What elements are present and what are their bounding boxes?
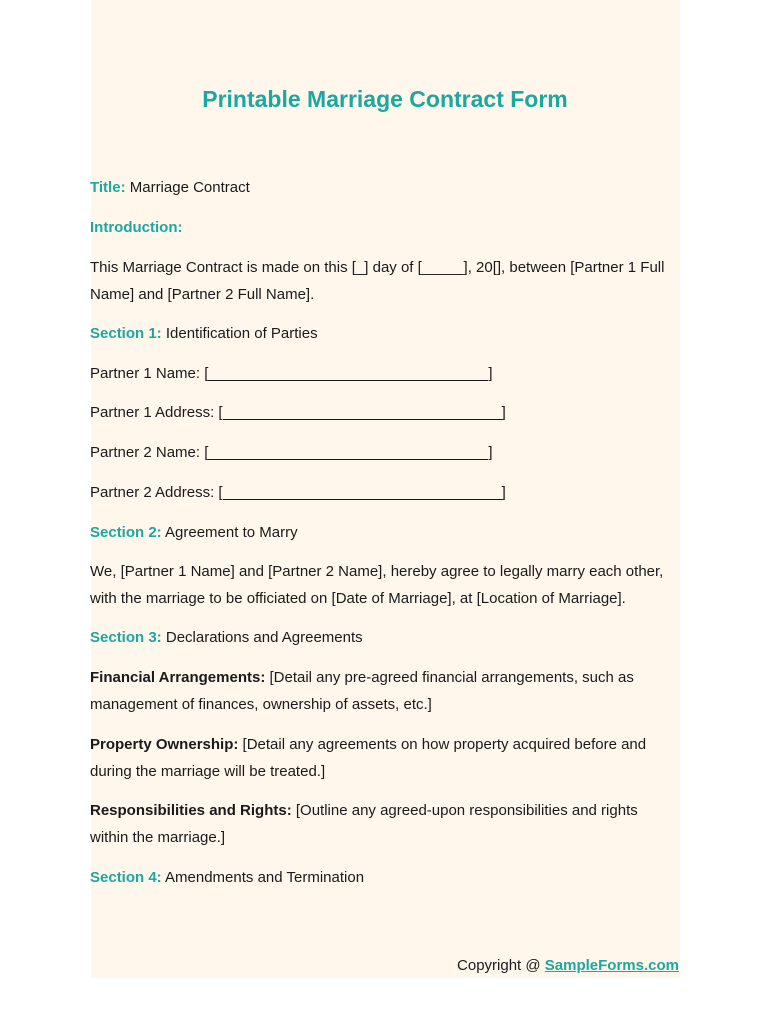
document-title: Printable Marriage Contract Form: [202, 86, 568, 112]
partner-2-name-row: [90, 439, 680, 466]
partner-1-address-label: Partner 1 Address: [: [90, 404, 223, 421]
bracket-close: ]: [501, 484, 506, 501]
responsibilities-text: [Outline any agreed-upon responsibilities and rights within the marriage.]: [90, 802, 638, 846]
section-2-title: Agreement to Marry: [165, 524, 298, 541]
partner-1-address-row: [90, 399, 680, 426]
section-3-label: Section 3:: [90, 629, 162, 646]
section-3-heading: [90, 624, 680, 651]
partner-1-name-row: [90, 360, 680, 387]
financial-label: Financial Arrangements:: [90, 669, 266, 686]
partner-2-name-field[interactable]: [208, 444, 488, 460]
introduction-text: This Marriage Contract is made on this [_] day of [_____], 20[], between [Partner 1 Full Name] and [Partner 2 Full Name].: [90, 259, 665, 303]
partner-1-name-field[interactable]: [208, 365, 488, 381]
section-1-label: Section 1:: [90, 325, 162, 342]
partner-1-name-label: Partner 1 Name: [: [90, 365, 209, 382]
property-ownership: [90, 731, 680, 785]
copyright-text: Copyright @: [457, 957, 545, 974]
section-4-heading: [90, 864, 680, 891]
sampleforms-link[interactable]: SampleForms.com: [544, 957, 679, 974]
footer-copyright: [457, 957, 679, 974]
section-1-title: Identification of Parties: [165, 325, 318, 342]
introduction-heading: [90, 214, 680, 241]
title-label: Title:: [90, 179, 126, 196]
partner-1-address-field[interactable]: [223, 404, 502, 420]
agreement-text: We, [Partner 1 Name] and [Partner 2 Name], hereby agree to legally marry each other, with the marriage to be officiated on [Date of Marriage], at [Location of Marriage].: [90, 563, 664, 607]
property-text: [Detail any agreements on how property acquired before and during the marriage will be treated.]: [90, 736, 647, 780]
introduction-label: Introduction:: [90, 219, 183, 236]
title-value: Marriage Contract: [129, 179, 250, 196]
section-3-title: Declarations and Agreements: [165, 629, 363, 646]
financial-text: [Detail any pre-agreed financial arrangements, such as management of finances, ownership of assets, etc.]: [90, 669, 634, 713]
bracket-close: ]: [488, 444, 493, 461]
responsibilities-label: Responsibilities and Rights:: [90, 802, 292, 819]
section-4-label: Section 4:: [90, 869, 162, 886]
section-1-heading: [90, 320, 680, 347]
responsibilities-and-rights: [90, 797, 680, 851]
section-4-title: Amendments and Termination: [165, 869, 365, 886]
partner-2-address-label: Partner 2 Address: [: [90, 484, 223, 501]
section-2-label: Section 2:: [90, 524, 162, 541]
title-line: [90, 174, 680, 201]
partner-2-address-field[interactable]: [223, 484, 502, 500]
property-label: Property Ownership:: [90, 736, 239, 753]
section-2-heading: [90, 519, 680, 546]
bracket-close: ]: [501, 404, 506, 421]
partner-2-address-row: [90, 479, 680, 506]
partner-2-name-label: Partner 2 Name: [: [90, 444, 209, 461]
financial-arrangements: [90, 664, 680, 718]
bracket-close: ]: [488, 365, 493, 382]
